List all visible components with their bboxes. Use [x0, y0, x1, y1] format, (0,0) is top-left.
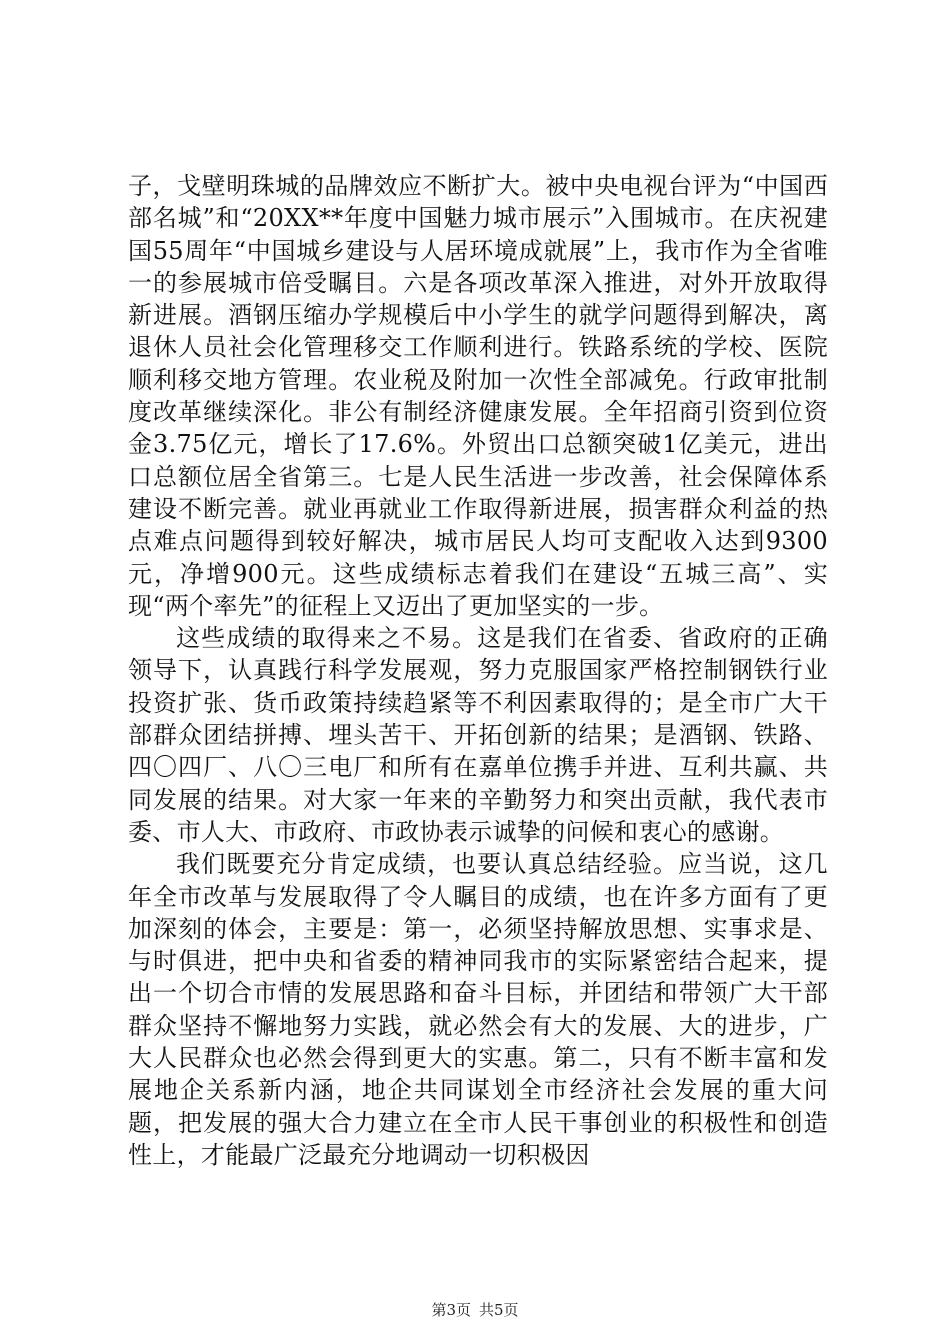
paragraph-continuation: 子，戈壁明珠城的品牌效应不断扩大。被中央电视台评为“中国西部名城”和“20XX**年度中国魅力城市展示”入围城市。在庆祝建国55周年“中国城乡建设与人居环境成就展”上，我市作为全省唯一的参展城市倍受瞩目。六是各项改革深入推进，对外开放取得新进展。酒钢压缩办学规模后中小学生的就学问题得到解决，离退休人员社会化管理移交工作顺利进行。铁路系统的学校、医院顺利移交地方管理。农业税及附加一次性全部减免。行政审批制度改革继续深化。非公有制经济健康发展。全年招商引资到位资金3.75亿元，增长了17.6%。外贸出口总额突破1亿美元，进出口总额位居全省第三。七是人民生活进一步改善，社会保障体系建设不断完善。就业再就业工作取得新进展，损害群众利益的热点难点问题得到较好解决，城市居民人均可支配收入达到9300元，净增900元。这些成绩标志着我们在建设“五城三高”、实现“两个率先”的征程上又迈出了更加坚实的一步。 [128, 172, 828, 620]
page-total: 共5页 [479, 1301, 519, 1319]
page-footer [0, 1300, 950, 1320]
paragraph-experience: 我们既要充分肯定成绩，也要认真总结经验。应当说，这几年全市改革与发展取得了令人瞩目的成绩，也在许多方面有了更加深刻的体会，主要是：第一，必须坚持解放思想、实事求是、与时俱进，把中央和省委的精神同我市的实际紧密结合起来，提出一个切合市情的发展思路和奋斗目标，并团结和带领广大干部群众坚持不懈地努力实践，就必然会有大的发展、大的进步，广大人民群众也必然会得到更大的实惠。第二，只有不断丰富和发展地企关系新内涵，地企共同谋划全市经济社会发展的重大问题，把发展的强大合力建立在全市人民干事创业的积极性和创造性上，才能最广泛最充分地调动一切积极因 [128, 850, 828, 1169]
body-text [128, 170, 828, 1171]
paragraph-achievements: 这些成绩的取得来之不易。这是我们在省委、省政府的正确领导下，认真践行科学发展观，努力克服国家严格控制钢铁行业投资扩张、货币政策持续趋紧等不利因素取得的；是全市广大干部群众团结拼搏、埋头苦干、开拓创新的结果；是酒钢、铁路、四〇四厂、八〇三电厂和所有在嘉单位携手并进、互利共赢、共同发展的结果。对大家一年来的辛勤努力和突出贡献，我代表市委、市人大、市政府、市政协表示诚挚的问候和衷心的感谢。 [128, 624, 828, 846]
page-number: 第3页 [431, 1301, 471, 1319]
